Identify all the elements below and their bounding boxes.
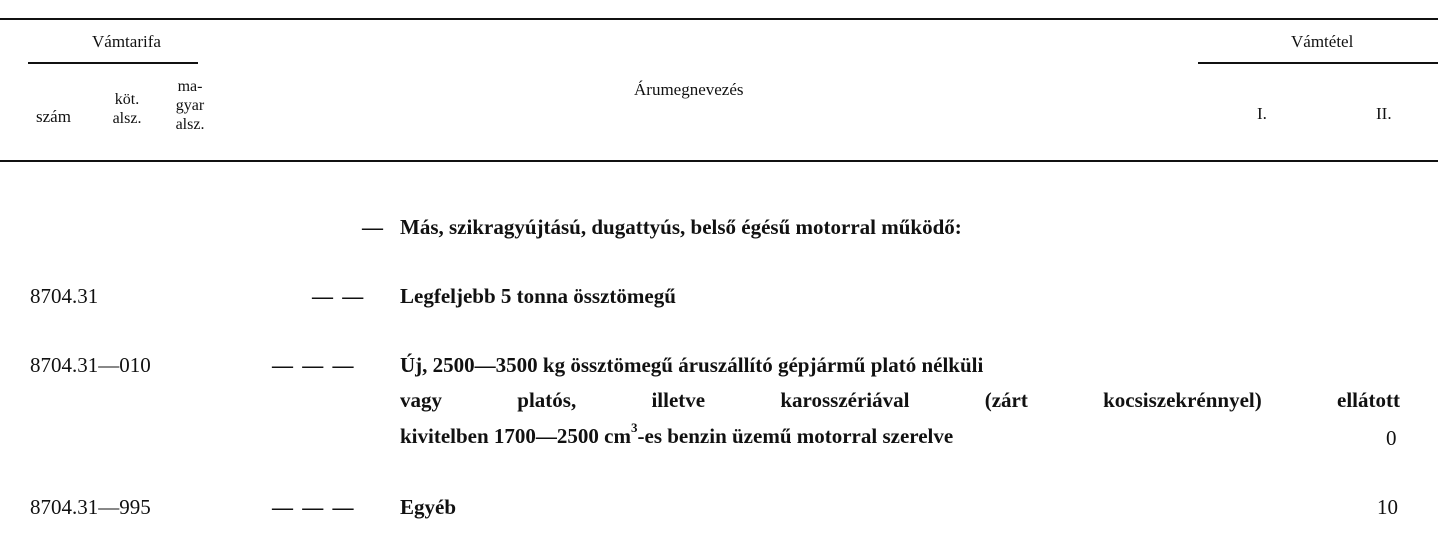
col-hu-sub-line2: gyar <box>175 97 205 114</box>
col-bound-sub-line1: köt. <box>114 91 140 108</box>
row-2-duty-2: 0 <box>1386 426 1397 450</box>
row-1-indent: — — <box>312 284 366 308</box>
row-3-description: Egyéb <box>400 495 457 519</box>
row-3-code: 8704.31—995 <box>30 495 151 519</box>
row-0-indent: — <box>362 215 385 239</box>
col-duty-1-heading: I. <box>1257 104 1267 123</box>
row-3-duty-2: 10 <box>1377 495 1398 519</box>
col-hu-sub-heading <box>163 77 217 134</box>
col-bound-sub-heading <box>100 90 154 128</box>
col-hu-sub-line3: alsz. <box>175 116 205 133</box>
row-2-description-line1: Új, 2500—3500 kg össztömegű áruszállító gépjármű plató nélküli <box>400 353 984 377</box>
tariff-group-heading: Vámtarifa <box>92 32 161 51</box>
row-1-description: Legfeljebb 5 tonna össztömegű <box>400 284 676 308</box>
col-number-heading: szám <box>36 107 71 126</box>
row-2-indent: — — — <box>272 353 356 377</box>
header-top-rule <box>0 18 1438 20</box>
row-2-code: 8704.31—010 <box>30 353 151 377</box>
col-duty-2-heading: II. <box>1376 104 1392 123</box>
row-2-description-line3 <box>400 420 954 449</box>
duty-group-underline <box>1198 62 1438 64</box>
row-3-indent: — — — <box>272 495 356 519</box>
tariff-group-underline <box>28 62 198 64</box>
row-1-code: 8704.31 <box>30 284 99 308</box>
header-bottom-rule <box>0 160 1438 162</box>
row-2-line3-superscript: 3 <box>631 420 638 435</box>
col-description-heading: Árumegnevezés <box>634 80 744 99</box>
row-0-description: Más, szikragyújtású, dugattyús, belső égésű motorral működő: <box>400 215 962 239</box>
row-2-description-line2: vagy platós, illetve karosszériával (zárt kocsiszekrénnyel) ellátott <box>400 388 1400 412</box>
col-bound-sub-line2: alsz. <box>112 110 142 127</box>
row-2-line3-part-b: -es benzin üzemű motorral szerelve <box>637 424 954 448</box>
col-hu-sub-line1: ma- <box>177 78 203 95</box>
row-2-line3-part-a: kivitelben 1700—2500 cm <box>400 424 631 448</box>
duty-group-heading: Vámtétel <box>1291 32 1354 51</box>
